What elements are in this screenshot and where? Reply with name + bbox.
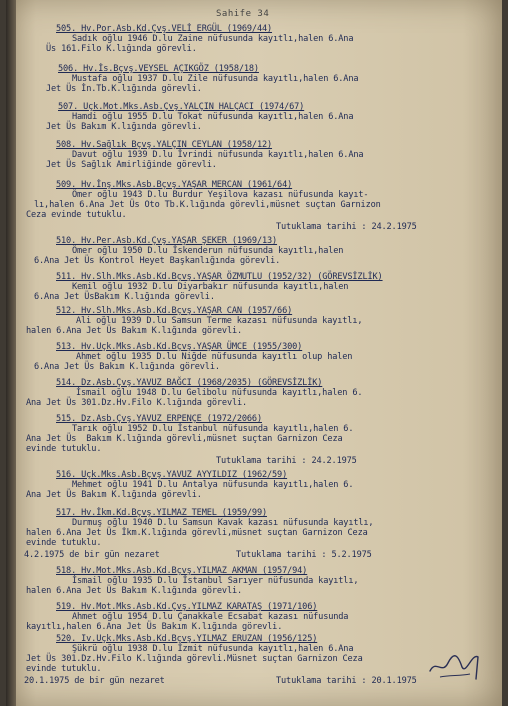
entry-text-line: Ömer oğlu 1943 D.lu Burdur Yeşilova kazası nüfusunda kayıt- — [72, 190, 369, 200]
entry-text-line: Ahmet oğlu 1954 D.lu Çanakkale Ecsabat kazası nüfusunda — [72, 612, 349, 622]
entry-text-line: 6.Ana Jet Üs Kontrol Heyet Başkanlığında görevli. — [34, 256, 281, 266]
entry-text-line: Ceza evinde tutuklu. — [26, 210, 127, 220]
entry-text-line: 6.Ana Jet ÜsBakım K.lığında görevli. — [34, 292, 215, 302]
entry-heading: 515. Dz.Asb.Çvş.YAVUZ ERPENÇE (1972/2066) — [56, 414, 262, 424]
entry-text-line: Mustafa oğlu 1937 D.lu Zile nüfusunda kayıtlı,halen 6.Ana — [72, 74, 359, 84]
entry-heading: 514. Dz.Asb.Çvş.YAVUZ BAĞCI (1968/2035) (GÖREVSİZLİK) — [56, 378, 323, 388]
entry-text-line: 6.Ana Jet Üs Bakım K.lığında görevli. — [34, 362, 220, 372]
entry-text-line: 4.2.1975 de bir gün nezaret — [24, 550, 160, 560]
document-page — [6, 0, 502, 706]
entry-text-line: Ahmet oğlu 1935 D.lu Niğde nüfusunda kayıtlı olup halen — [76, 352, 353, 362]
book-binding — [6, 0, 16, 706]
entry-text-line: Jet Üs Sağlık Amirliğinde görevli. — [46, 160, 217, 170]
entry-heading: 516. Uçk.Mks.Asb.Bçvş.YAVUZ AYYILDIZ (1962/59) — [56, 470, 288, 480]
entry-text-line: Durmuş oğlu 1940 D.lu Samsun Kavak kazası nüfusunda kayıtlı, — [72, 518, 374, 528]
entry-heading: 519. Hv.Mot.Mks.Asb.Kd.Çvş.YILMAZ KARATAŞ (1971/106) — [56, 602, 318, 612]
entry-text-line: lı,halen 6.Ana Jet Üs Oto Tb.K.lığında görevli,müsnet suçtan Garnizon — [34, 200, 381, 210]
entry-heading: 518. Hv.Mot.Mks.Asb.Kd.Bçvş.YILMAZ AKMAN (1957/94) — [56, 566, 308, 576]
entry-text-line: Tutuklama tarihi : 24.2.1975 — [276, 222, 417, 232]
entry-heading: 505. Hv.Por.Asb.Kd.Çvş.VELİ ERGÜL (1969/44) — [56, 24, 273, 34]
entry-heading: 513. Hv.Uçk.Mks.Asb.Kd.Bçvş.YAŞAR ÜMCE (1955/300) — [56, 342, 303, 352]
entry-text-line: Jet Üs İn.Tb.K.lığında görevli. — [46, 84, 202, 94]
entry-text-line: Ali oğlu 1939 D.lu Samsun Terme kazası nüfusunda kayıtlı, — [76, 316, 363, 326]
entry-heading: 520. Iv.Uçk.Mks.Asb.Kd.Bçvş.YILMAZ ERUZAN (1956/125) — [56, 634, 318, 644]
entry-text-line: Kemil oğlu 1932 D.lu Diyarbakır nüfusunda kayıtlı,halen — [72, 282, 349, 292]
entry-text-line: Hamdi oğlu 1955 D.lu Tokat nüfusunda kayıtlı,halen 6.Ana — [72, 112, 354, 122]
entry-text-line: Üs 161.Filo K.lığında görevli. — [46, 44, 197, 54]
entry-heading: 508. Hv.Sağlık Bçvş.YALÇIN CEYLAN (1958/12) — [56, 140, 273, 150]
entry-text-line: Ana Jet Üs Bakım K.lığında görevli. — [26, 490, 202, 500]
entry-text-line: Tutuklama tarihi : 24.2.1975 — [216, 456, 357, 466]
entry-text-line: Tarık oğlu 1952 D.lu İstanbul nüfusunda kayıtlı,halen 6. — [72, 424, 354, 434]
entry-text-line: İsmail oğlu 1935 D.lu İstanbul Sarıyer nüfusunda kayıtlı, — [72, 576, 359, 586]
entry-text-line: halen 6.Ana Jet Üs İkm.K.lığında görevli,müsnet suçtan Garnizon Ceza — [26, 528, 368, 538]
entry-text-line: halen 6.Ana Jet Üs Bakım K.lığında görevli. — [26, 586, 243, 596]
entry-heading: 517. Hv.İkm.Kd.Bçvş.YILMAZ TEMEL (1959/99) — [56, 508, 268, 518]
entry-text-line: Şükrü oğlu 1938 D.lu İzmit nüfusunda kayıtlı,halen 6.Ana — [72, 644, 354, 654]
entry-text-line: evinde tutuklu. — [26, 444, 102, 454]
entry-text-line: halen 6.Ana Jet Üs Bakım K.lığında görevli. — [26, 326, 243, 336]
entry-heading: 509. Hv.İnş.Mks.Asb.Bçvş.YAŞAR MERCAN (1961/64) — [56, 180, 293, 190]
entry-text-line: Mehmet oğlu 1941 D.lu Antalya nüfusunda kayıtlı,halen 6. — [72, 480, 354, 490]
entry-text-line: Ana Jet Üs 301.Dz.Hv.Filo K.lığında görevli. — [26, 398, 248, 408]
signature-mark — [426, 645, 486, 685]
entry-text-line: kayıtlı,halen 6.Ana Jet Üs Bakım K.lığında görevli. — [26, 622, 283, 632]
entry-heading: 507. Uçk.Mot.Mks.Asb.Çvş.YALÇIN HALÇACI (1974/67) — [58, 102, 305, 112]
entry-heading: 510. Hv.Per.Asb.Kd.Çvş.YAŞAR ŞEKER (1969/13) — [56, 236, 278, 246]
entry-text-line: evinde tutuklu. — [26, 664, 102, 674]
entry-text-line: Sadık oğlu 1946 D.lu Zaine nüfusunda kayıtlı,halen 6.Ana — [72, 34, 354, 44]
entry-heading: 511. Hv.Slh.Mks.Asb.Kd.Bçvş.YAŞAR ÖZMUTLU (1952/32) (GÖREVSİZLİK) — [56, 272, 383, 282]
entry-text-line: Tutuklama tarihi : 20.1.1975 — [276, 676, 417, 686]
entry-heading: 512. Hv.Slh.Mks.Asb.Kd.Bçvş.YAŞAR CAN (1957/66) — [56, 306, 293, 316]
entry-text-line: Ömer oğlu 1950 D.lu İskenderun nüfusunda kayıtlı,halen — [72, 246, 344, 256]
entry-text-line: Ana Jet Üs Bakım K.lığında görevli,müsnet suçtan Garnizon Ceza — [26, 434, 343, 444]
entry-text-line: İsmail oğlu 1948 D.lu Gelibolu nüfusunda kayıtlı,halen 6. — [76, 388, 363, 398]
entry-text-line: Jet Üs Bakım K.lığında görevli. — [46, 122, 202, 132]
entry-text-line: Davut oğlu 1939 D.lu İvrindi nüfusunda kayıtlı,halen 6.Ana — [72, 150, 364, 160]
entry-text-line: 20.1.1975 de bir gün nezaret — [24, 676, 165, 686]
entry-heading: 506. Hv.İs.Bçvş.VEYSEL AÇIKGÖZ (1958/18) — [58, 64, 259, 74]
entry-text-line: evinde tutuklu. — [26, 538, 102, 548]
entry-text-line: Jet Üs 301.Dz.Hv.Filo K.lığında görevli.Müsnet suçtan Garnizon Ceza — [26, 654, 363, 664]
entry-text-line: Tutuklama tarihi : 5.2.1975 — [236, 550, 372, 560]
page-number: Sahife 34 — [216, 9, 270, 19]
